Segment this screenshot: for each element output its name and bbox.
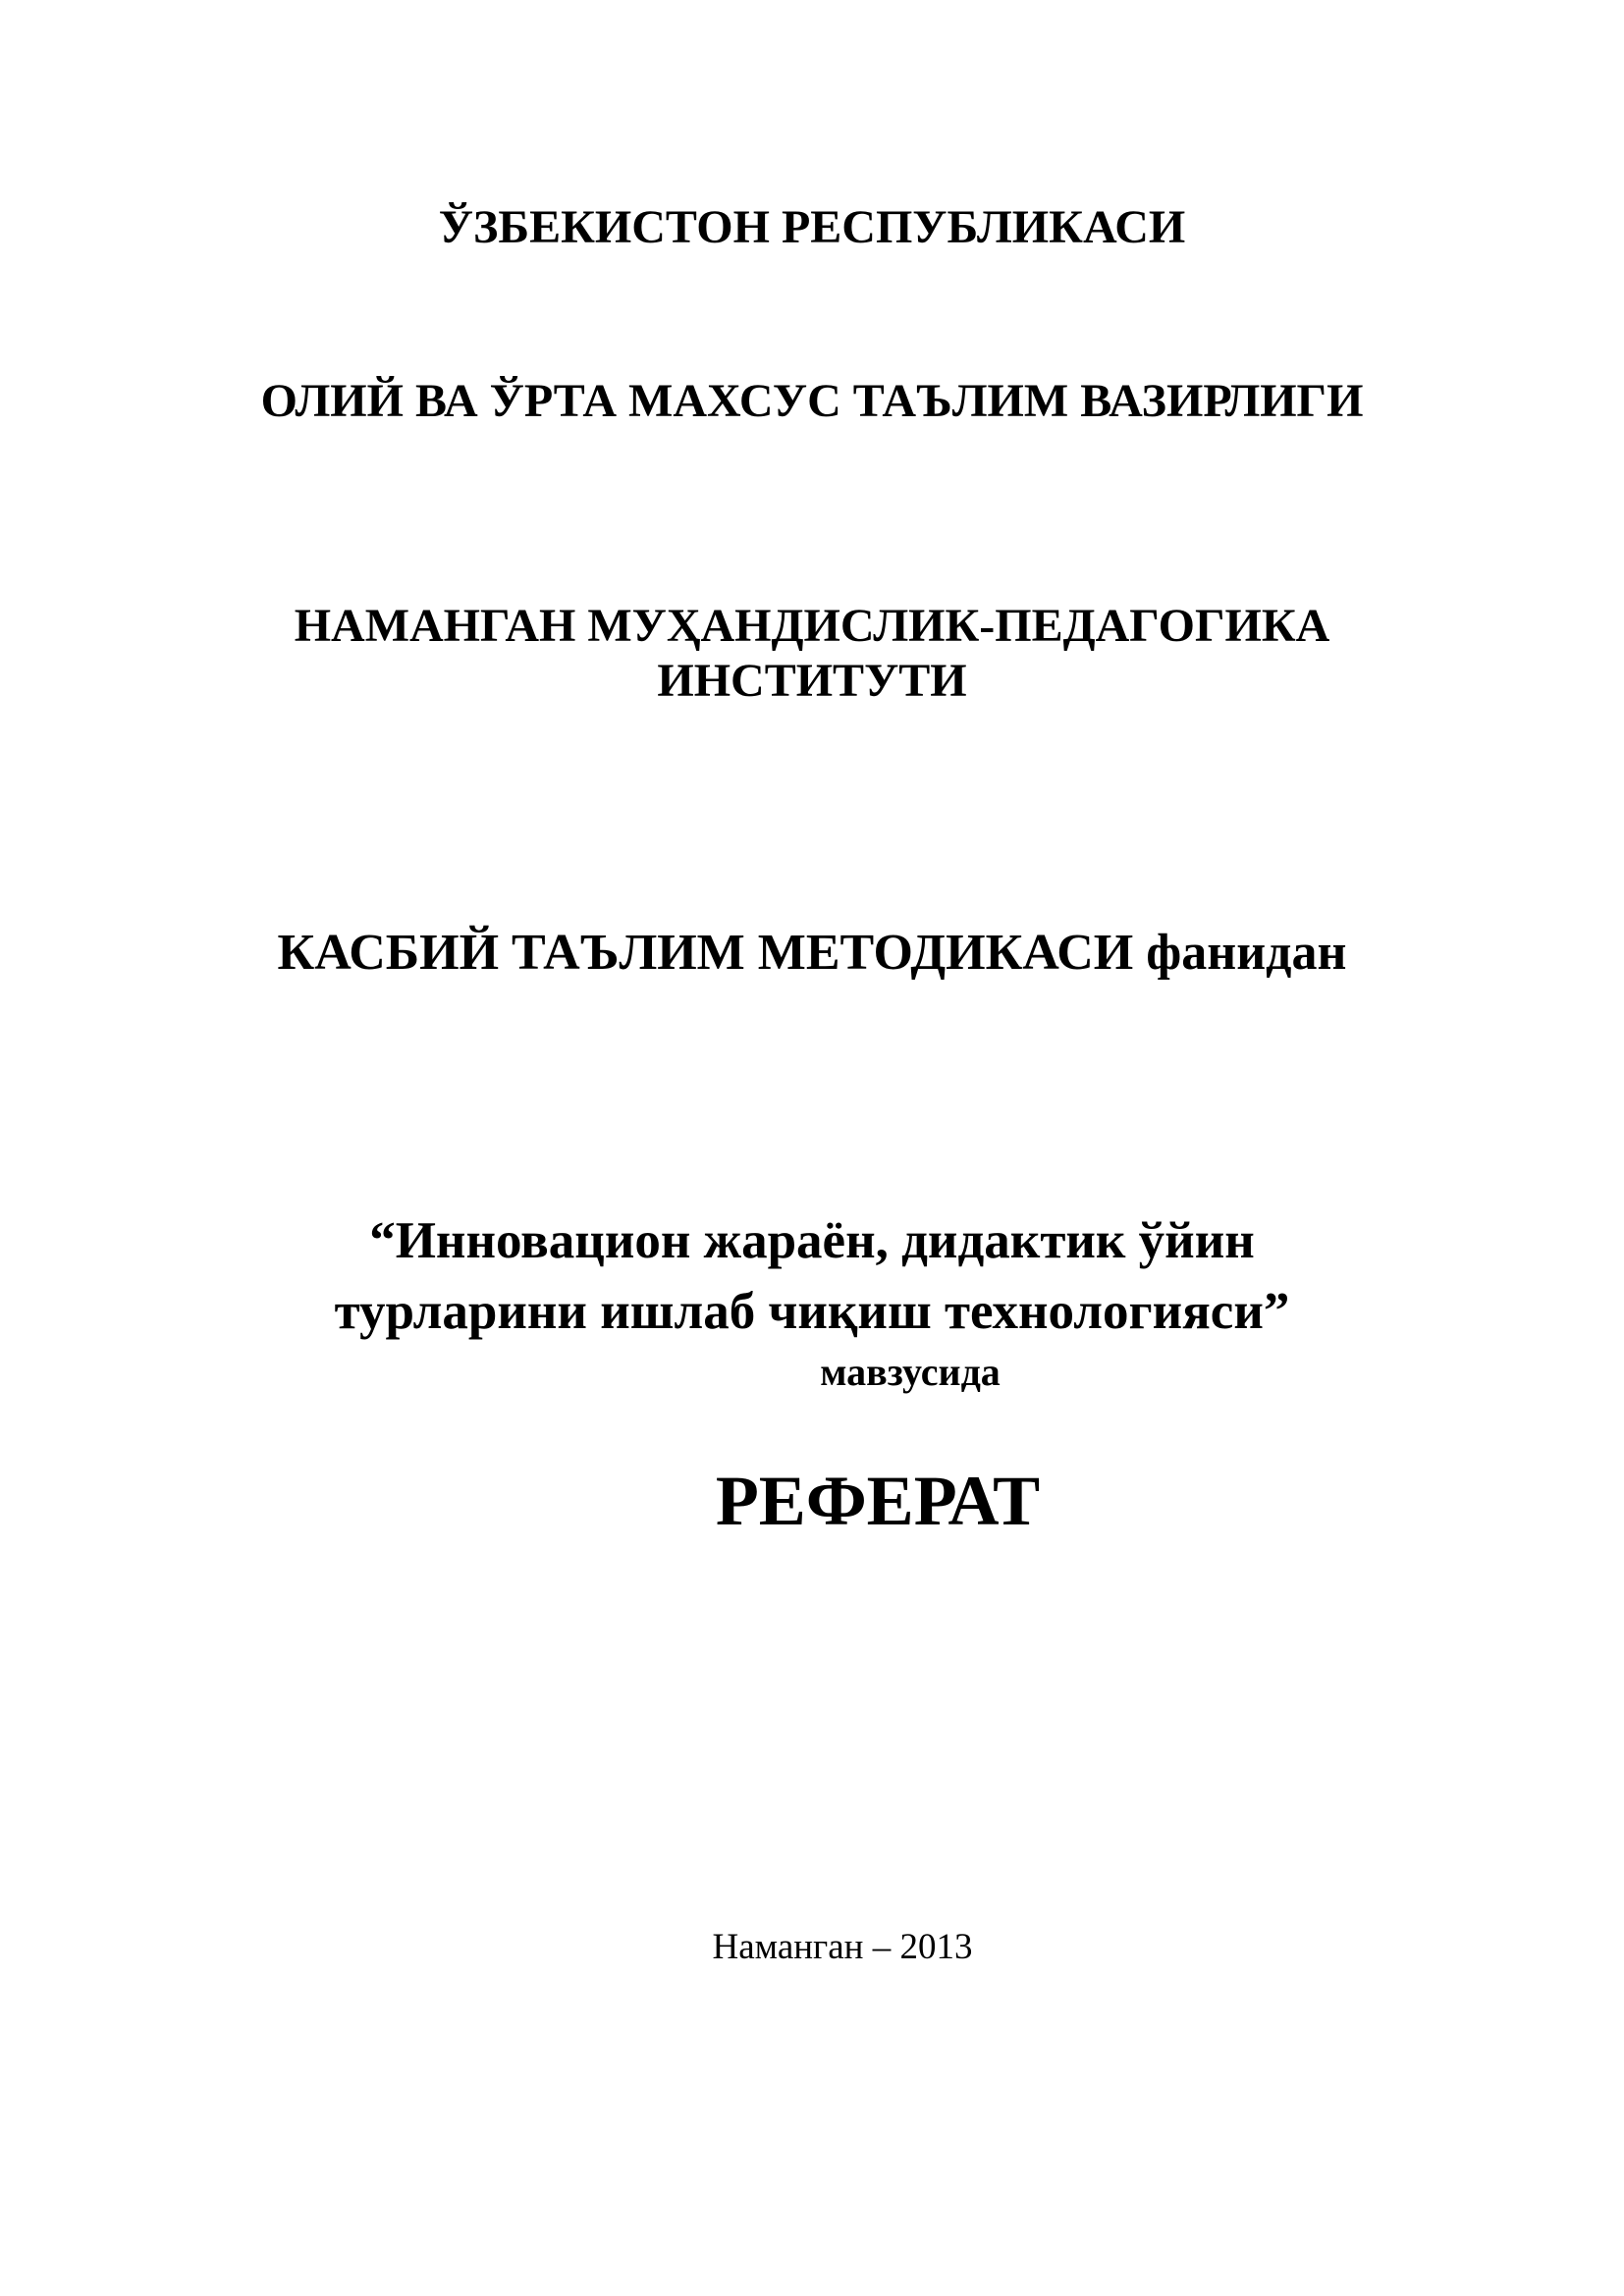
institute-heading-line1: НАМАНГАН МУҲАНДИСЛИК-ПЕДАГОГИКА (294, 600, 1330, 652)
topic-suffix: мавзусида (820, 1350, 1001, 1394)
place-year-footer: Наманган – 2013 (712, 1927, 973, 1967)
subject-line (0, 925, 1624, 981)
subject-name: КАСБИЙ ТАЪЛИМ МЕТОДИКАСИ (277, 925, 1134, 981)
institute-heading-line2: ИНСТИТУТИ (657, 655, 967, 707)
country-heading: ЎЗБЕКИСТОН РЕСПУБЛИКАСИ (438, 201, 1186, 253)
subject-suffix: фанидан (1133, 925, 1347, 981)
topic-title-line1: “Инновацион жараён, дидактик ўйин (369, 1212, 1255, 1269)
document-type-title: РЕФЕРАТ (715, 1462, 1041, 1540)
topic-title-line2: турларини ишлаб чиқиш технологияси” (334, 1283, 1290, 1340)
ministry-heading: ОЛИЙ ВА ЎРТА МАХСУС ТАЪЛИМ ВАЗИРЛИГИ (260, 375, 1364, 427)
